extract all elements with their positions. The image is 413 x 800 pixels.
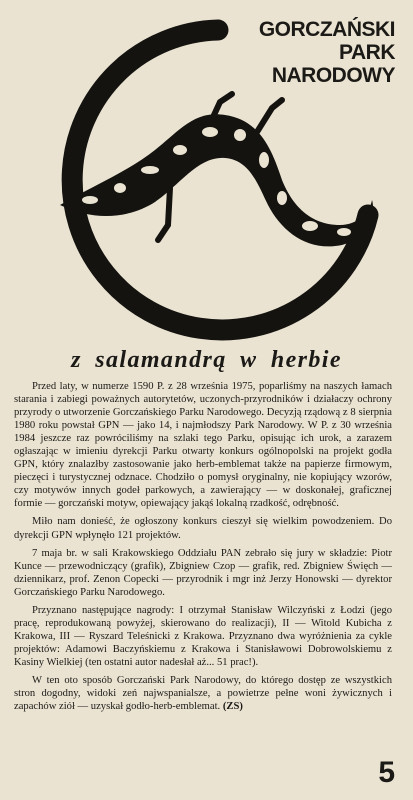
article-paragraph: Przed laty, w numerze 1590 P. z 28 września 1975, poparliśmy na naszych łamach starania i zabiegi poważnych autorytetów, uczonych-przyrodników i działaczy ochrony przyrody o utworzenie Gorczańskiego Parku Narodowego. Decyzją rządową z 8 sierpnia 1980 roku powstał GPN — jako 14, i najmłodszy Park Narodowy. W P. z 30 września 1984 jeszcze raz powróciliśmy na szlaki tego Parku, opisując ich urok, a zarazem ogłaszając w imieniu dyrekcji Parku otwarty konkurs ogólnopolski na projekt godła GPN, który znalazłby zastosowanie jako herb-emblemat także na papierze firmowym, pieczęci i turystycznej odznace. Chodziło o pomysł oryginalny, nie kopiujący wzorów, czy motywów innych godeł parkowych, a zawierający — w doskonałej, graficznej formie — gorczański motyw, opiewający jakąś lokalną rzadkość, odrębność. [14,381,392,510]
park-name-title [230,18,395,87]
park-name-line: NARODOWY [271,64,395,87]
salamander-icon [60,94,373,246]
author-signature: (ZS) [222,701,243,713]
page-number: 5 [378,756,395,789]
article-paragraph-text: W ten oto sposób Gorczański Park Narodowy, do którego dostęp ze wszystkich stron dogodny, widoki zeń najwspanialsze, a powietrze pełne woni żywicznych i zapachów ziół — uzyskał godło-herb-emblemat. [14,674,392,713]
article-title: z salamandrą w herbie [71,347,342,373]
park-name-line: GORCZAŃSKI [258,18,395,41]
park-name-line: PARK [339,41,395,64]
article-paragraph: Przyznano następujące nagrody: I otrzymał Stanisław Wilczyński z Łodzi (jego pracę, reprodukowaną powyżej, skierowano do realizacji), II — Witold Kubicha z Krakowa, III — Ryszard Teleśnicki z Krakowa. Przyznano dwa wyróżnienia za cykle projektów: Adamowi Baczyńskiemu z Krakowa i Stanisławowi Dobrowolskiemu z Kasiny Wielkiej (ten ostatni autor nadesłał aż... 51 prac!). [14,604,392,668]
article-body [14,380,392,718]
article-paragraph: Miło nam donieść, że ogłoszony konkurs cieszył się wielkim powodzeniem. Do dyrekcji GPN wpłynęło 121 projektów. [14,516,392,541]
article-paragraph [14,674,392,713]
article-paragraph: 7 maja br. w sali Krakowskiego Oddziału PAN zebrało się jury w składzie: Piotr Kunce — przewodniczący (grafik), Zbigniew Czop — grafik, red. Zbigniew Święch — dziennikarz, prof. Zenon Copecki — przyrodnik i mgr inż Jerzy Honowski — dyrektor Gorczańskiego Parku Narodowego. [14,547,392,598]
